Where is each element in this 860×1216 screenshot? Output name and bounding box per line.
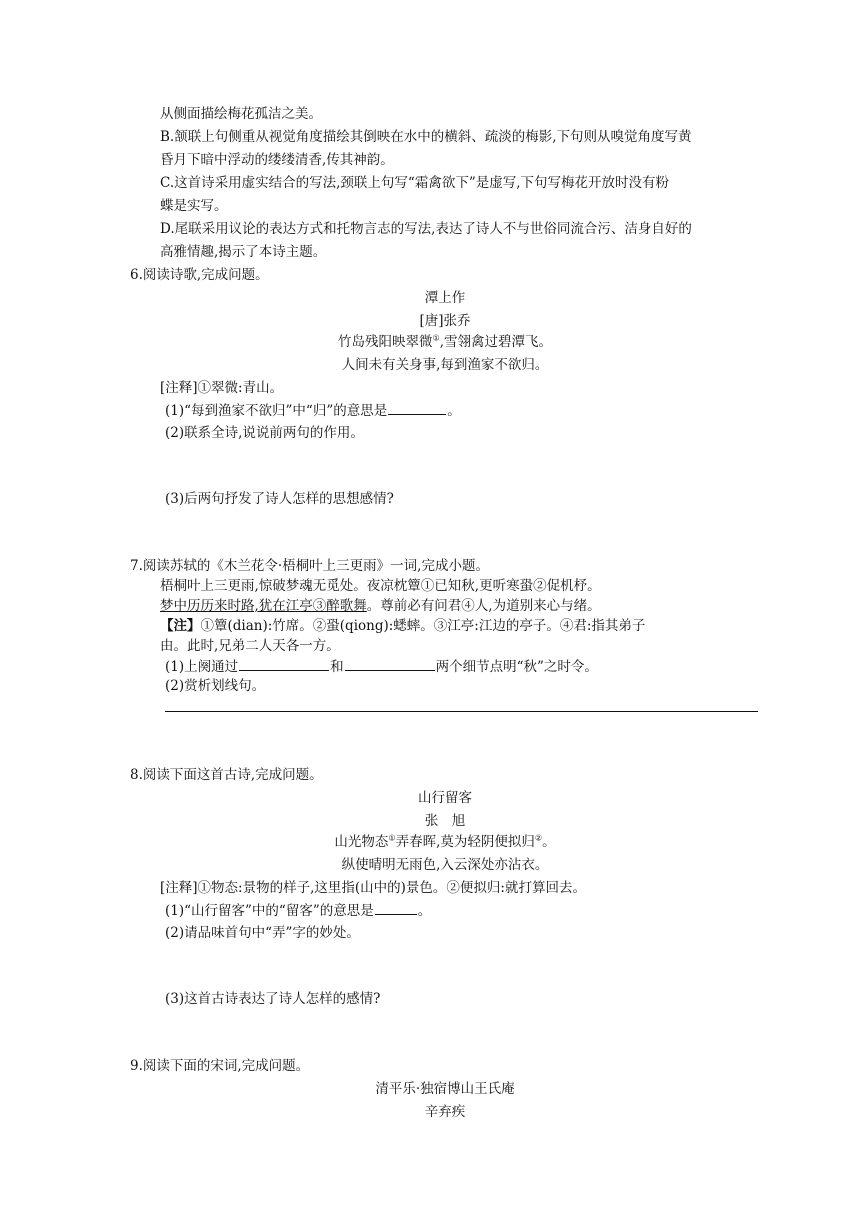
q7-sub2: (2)赏析划线句。 bbox=[165, 678, 266, 694]
q9-poem-author: 辛弃疾 bbox=[424, 1104, 466, 1120]
q7-sub1-text-c: 两个细节点明“秋”之时令。 bbox=[435, 659, 598, 675]
q6-footnote-mark: ① bbox=[432, 333, 440, 343]
q5-option-c-line2: 蝶是实写。 bbox=[160, 198, 228, 214]
q7-sub1 bbox=[165, 656, 598, 677]
q7-note-label: 【注】 bbox=[160, 618, 201, 634]
q6-poem-title: 潭上作 bbox=[424, 290, 466, 306]
q6-poem-line2: 人间未有关身事,每到渔家不欲归。 bbox=[341, 357, 549, 373]
q8-heading: 8.阅读下面这首古诗,完成问题。 bbox=[130, 767, 323, 783]
q5-option-b-line1: B.颔联上句侧重从视觉角度描绘其倒映在水中的横斜、疏淡的梅影,下句则从嗅觉角度写黄 bbox=[160, 129, 692, 145]
q8-poem-line1 bbox=[130, 832, 760, 852]
q9-poem-title: 清平乐·独宿博山王氏庵 bbox=[375, 1081, 515, 1097]
q6-sub3: (3)后两句抒发了诗人怎样的思想感情? bbox=[165, 491, 394, 507]
q6-poem-line1 bbox=[130, 332, 760, 352]
q7-poem-line2 bbox=[160, 596, 601, 616]
q6-sub1 bbox=[165, 400, 461, 421]
q5-option-d-line1: D.尾联采用议论的表达方式和托物言志的写法,表达了诗人不与世俗同流合污、洁身自好的 bbox=[160, 221, 692, 237]
q7-poem-line1: 梧桐叶上三更雨,惊破梦魂无觅处。夜凉枕簟①已知秋,更听寒蛩②促机杼。 bbox=[160, 578, 601, 594]
q8-note: [注释]①物态:景物的样子,这里指(山中的)景色。②便拟归:就打算回去。 bbox=[160, 880, 586, 896]
q6-sub1-end: 。 bbox=[447, 403, 461, 419]
q5-option-c-line1: C.这首诗采用虚实结合的写法,颈联上句写“霜禽欲下”是虚写,下句写梅花开放时没有粉 bbox=[160, 175, 670, 191]
q6-sub2: (2)联系全诗,说说前两句的作用。 bbox=[165, 425, 364, 441]
q6-note: [注释]①翠微:青山。 bbox=[160, 380, 284, 396]
q9-heading: 9.阅读下面的宋词,完成问题。 bbox=[130, 1058, 310, 1074]
q8-poem-line2: 纵使晴明无雨色,入云深处亦沾衣。 bbox=[341, 857, 549, 873]
q8-sub2: (2)请品味首句中“弄”字的妙处。 bbox=[165, 925, 360, 941]
q7-note-text: ①簟(dian):竹席。②蛩(qiong):蟋蟀。③江亭:江边的亭子。④君:指其弟子 bbox=[200, 618, 646, 634]
q6-heading: 6.阅读诗歌,完成问题。 bbox=[130, 267, 269, 283]
q6-line1-text-b: ,雪翎禽过碧潭飞。 bbox=[439, 334, 552, 350]
q7-note-line2: 由。此时,兄弟二人天各一方。 bbox=[160, 638, 340, 654]
q6-poem-author: [唐]张乔 bbox=[419, 313, 471, 329]
q5-option-b-line2: 昏月下暗中浮动的缕缕清香,传其神韵。 bbox=[160, 152, 394, 168]
answer-blank-1[interactable] bbox=[239, 656, 329, 671]
q8-footnote-mark-2: ② bbox=[534, 833, 543, 843]
q8-poem-title: 山行留客 bbox=[418, 790, 472, 806]
q8-poem-author: 张 旭 bbox=[424, 813, 466, 829]
q7-note-line1 bbox=[160, 616, 645, 636]
answer-blank[interactable] bbox=[388, 400, 446, 415]
q8-sub1 bbox=[165, 900, 431, 921]
q6-sub1-text: (1)“每到渔家不欲归”中“归”的意思是 bbox=[165, 403, 388, 419]
q8-sub1-end: 。 bbox=[417, 903, 432, 919]
q7-underlined-sentence: 梦中历历来时路,犹在江亭③醉歌舞 bbox=[160, 598, 367, 614]
q7-heading: 7.阅读苏轼的《木兰花令·梧桐叶上三更雨》一词,完成小题。 bbox=[130, 558, 489, 574]
answer-line[interactable] bbox=[165, 711, 758, 712]
q5-option-d-line2: 高雅情趣,揭示了本诗主题。 bbox=[160, 244, 327, 260]
q5-option-a-tail: 从侧面描绘梅花孤洁之美。 bbox=[160, 106, 322, 122]
q8-sub1-text: (1)“山行留客”中的“留客”的意思是 bbox=[165, 903, 374, 919]
q8-footnote-mark-1: ① bbox=[388, 833, 396, 843]
q7-sub1-text-b: 和 bbox=[330, 659, 344, 675]
q7-sub1-text-a: (1)上阕通过 bbox=[165, 659, 239, 675]
q8-line1-text-a: 山光物态 bbox=[334, 834, 389, 850]
q8-line1-text-c: 。 bbox=[542, 834, 556, 850]
answer-blank[interactable] bbox=[375, 900, 417, 915]
q7-line2-rest: 。尊前必有问君④人,为道别来心与绪。 bbox=[366, 598, 601, 614]
q8-sub3: (3)这首古诗表达了诗人怎样的感情? bbox=[165, 991, 381, 1007]
q6-line1-text-a: 竹岛残阳映翠微 bbox=[338, 334, 433, 350]
q8-line1-text-b: 弄春晖,莫为轻阴便拟归 bbox=[395, 834, 535, 850]
answer-blank-2[interactable] bbox=[345, 656, 435, 671]
